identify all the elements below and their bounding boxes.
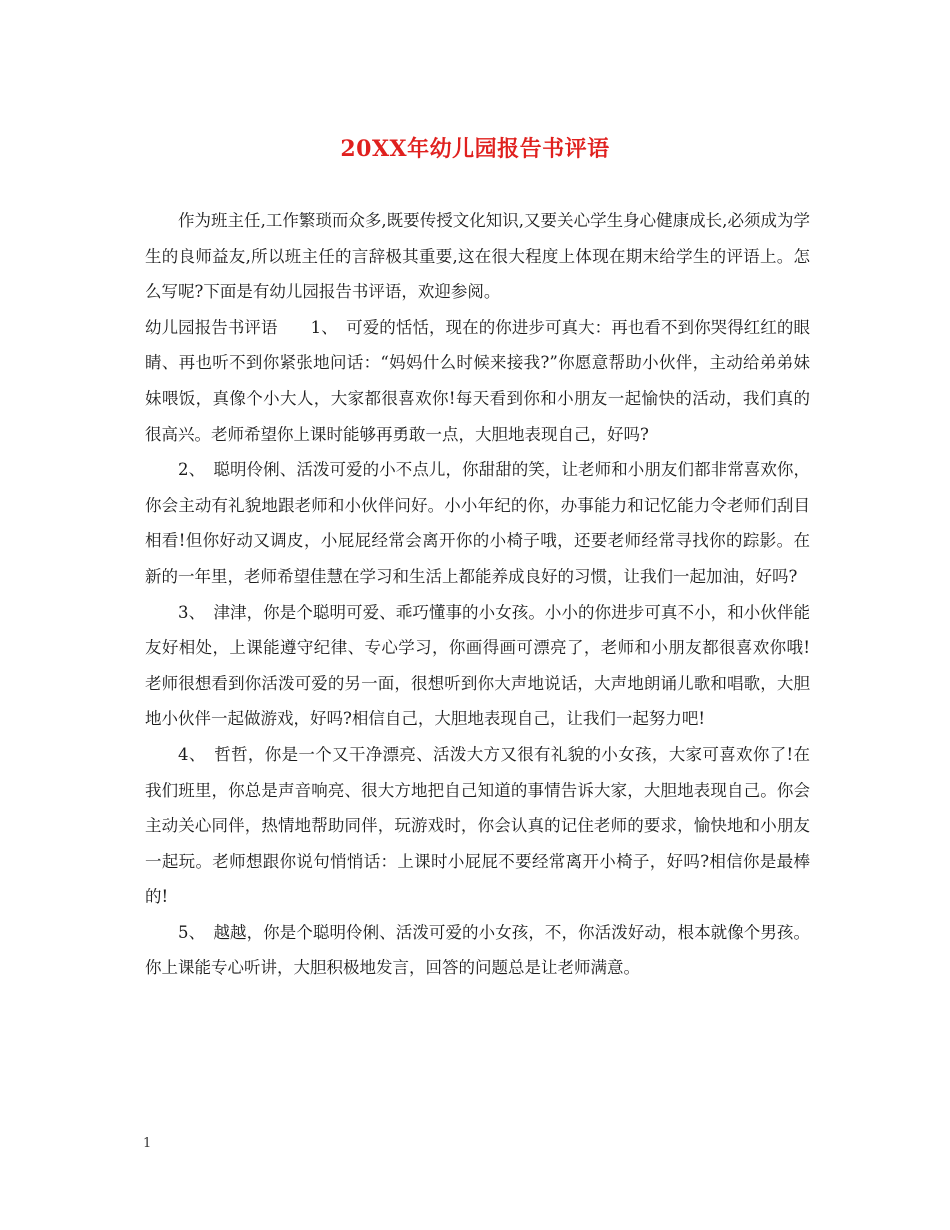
intro-paragraph: 作为班主任,工作繁琐而众多,既要传授文化知识,又要关心学生身心健康成长,必须成为学生的良师益友,所以班主任的言辞极其重要,这在很大程度上体现在期末给学生的评语上。怎么写呢?下面是有幼儿园报告书评语，欢迎参阅。 [145,211,810,302]
document-title: 20XX年幼儿园报告书评语 [340,136,610,162]
comment-paragraph-1: 幼儿园报告书评语 1、 可爱的恬恬，现在的你进步可真大：再也看不到你哭得红红的眼睛、再也听不到你紧张地问话：“妈妈什么时候来接我?”你愿意帮助小伙伴，主动给弟弟妹妹喂饭，真像个小大人，大家都很喜欢你!每天看到你和小朋友一起愉快的活动，我们真的很高兴。老师希望你上课时能够再勇敢一点，大胆地表现自己，好吗? [145,317,810,444]
page-number: 1 [143,1136,152,1151]
comment-paragraph-2: 2、 聪明伶俐、活泼可爱的小不点儿，你甜甜的笑，让老师和小朋友们都非常喜欢你，你会主动有礼貌地跟老师和小伙伴问好。小小年纪的你，办事能力和记忆能力令老师们刮目相看!但你好动又调皮，小屁屁经常会离开你的小椅子哦，还要老师经常寻找你的踪影。在新的一年里，老师希望佳慧在学习和生活上都能养成良好的习惯，让我们一起加油，好吗? [145,460,810,586]
comment-paragraph-3: 3、 津津，你是个聪明可爱、乖巧懂事的小女孩。小小的你进步可真不小，和小伙伴能友好相处，上课能遵守纪律、专心学习，你画得画可漂亮了，老师和小朋友都很喜欢你哦!老师很想看到你活泼可爱的另一面，很想听到你大声地说话，大声地朗诵儿歌和唱歌，大胆地小伙伴一起做游戏，好吗?相信自己，大胆地表现自己，让我们一起努力吧! [145,602,810,729]
comment-paragraph-5: 5、 越越，你是个聪明伶俐、活泼可爱的小女孩，不，你活泼好动，根本就像个男孩。你上课能专心听讲，大胆积极地发言，回答的问题总是让老师满意。 [145,922,810,978]
comment-paragraph-4: 4、 哲哲，你是一个又干净漂亮、活泼大方又很有礼貌的小女孩，大家可喜欢你了!在我们班里，你总是声音响亮、很大方地把自己知道的事情告诉大家，大胆地表现自己。你会主动关心同伴，热情地帮助同伴，玩游戏时，你会认真的记住老师的要求，愉快地和小朋友一起玩。老师想跟你说句悄悄话：上课时小屁屁不要经常离开小椅子，好吗?相信你是最棒的! [145,744,810,907]
document-body [145,203,810,986]
